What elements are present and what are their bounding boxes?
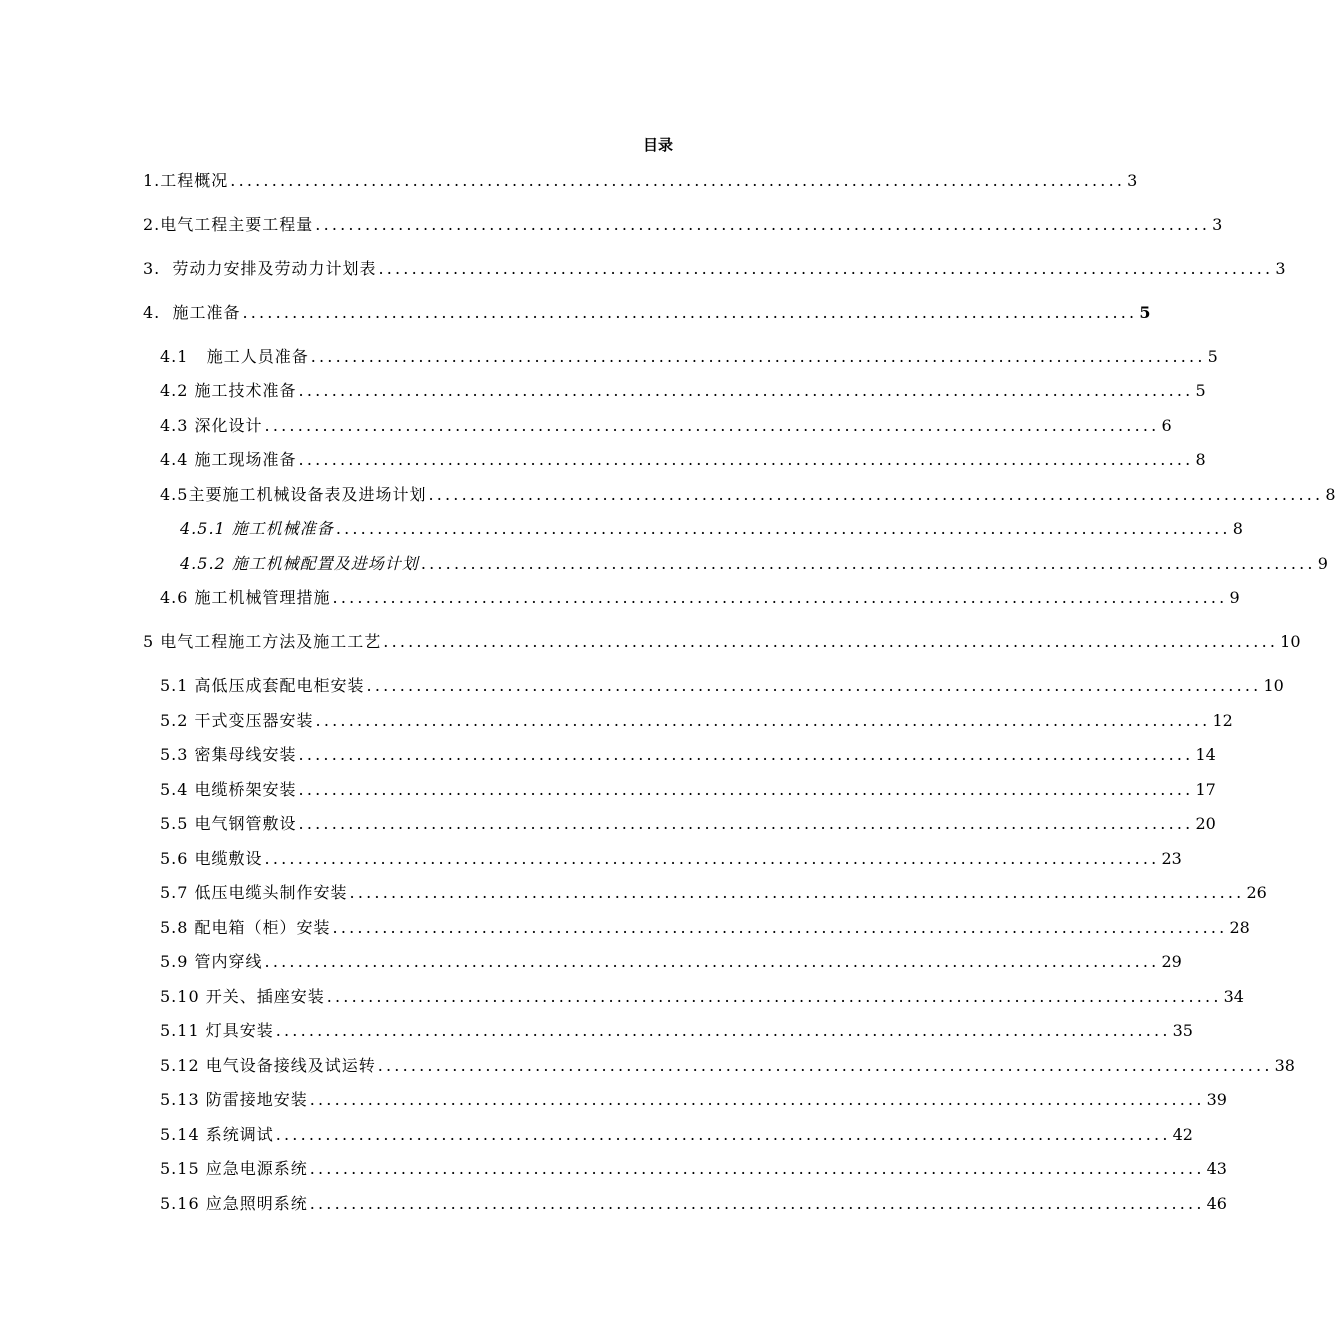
toc-entry-page: 38 [1274,1056,1295,1075]
toc-entry-label: 4.4 施工现场准备 [160,450,297,469]
toc-entry[interactable] [160,415,1172,437]
toc-entry-label: 4.2 施工技术准备 [160,381,297,400]
toc-entry-label: 5.14 系统调试 [160,1125,274,1144]
toc-entry-page: 3 [1127,171,1138,190]
toc-entry[interactable] [160,484,1336,506]
toc-entry-page: 3 [1275,259,1286,278]
toc-leader: ............................................................................................................ [242,303,1138,322]
toc-entry-page: 8 [1325,485,1336,504]
toc-entry[interactable] [160,449,1206,471]
toc-entry-label: 5.11 灯具安装 [160,1021,274,1040]
toc-leader: ............................................................................................................ [310,347,1206,366]
toc-leader: ............................................................................................................ [264,952,1160,971]
toc-entry-label: 5.12 电气设备接线及试运转 [160,1056,376,1075]
toc-leader: ............................................................................................................ [309,1159,1205,1178]
toc-entry-page: 12 [1212,711,1233,730]
toc-entry[interactable] [160,1158,1227,1180]
toc-leader: ............................................................................................................ [264,416,1160,435]
toc-entry[interactable] [160,1193,1227,1215]
toc-entry[interactable] [160,951,1182,973]
toc-entry-page: 28 [1229,918,1250,937]
toc-entry-page: 26 [1246,883,1267,902]
toc-leader: ............................................................................................................ [298,381,1194,400]
toc-entry-page: 17 [1195,780,1216,799]
toc-leader: ............................................................................................................ [275,1125,1171,1144]
toc-entry-label: 5.1 高低压成套配电柜安装 [160,676,365,695]
toc-leader: ............................................................................................................ [275,1021,1171,1040]
toc-entry-label: 2.电气工程主要工程量 [143,215,314,234]
toc-entry-label: 5.16 应急照明系统 [160,1194,308,1213]
toc-entry[interactable] [160,813,1216,835]
toc-entry-page: 35 [1172,1021,1193,1040]
toc-entry[interactable] [160,1089,1227,1111]
toc-entry-label: 4.6 施工机械管理措施 [160,588,331,607]
toc-entry-page: 42 [1172,1125,1193,1144]
toc-entry[interactable] [160,882,1267,904]
toc-leader: ............................................................................................................ [315,711,1211,730]
toc-entry-label: 1.工程概况 [143,171,229,190]
toc-entry-page: 14 [1195,745,1216,764]
toc-leader: ............................................................................................................ [383,632,1279,651]
toc-entry-label: 5.6 电缆敷设 [160,849,263,868]
toc-entry[interactable] [180,518,1243,540]
toc-leader: ............................................................................................................ [326,987,1222,1006]
toc-leader: ............................................................................................................ [377,1056,1273,1075]
toc-entry[interactable] [160,1020,1193,1042]
toc-entry[interactable] [143,214,1223,236]
toc-entry-label: 5.2 干式变压器安装 [160,711,314,730]
toc-entry-page: 20 [1195,814,1216,833]
toc-entry-label: 5.5 电气钢管敷设 [160,814,297,833]
toc-entry-label: 5.4 电缆桥架安装 [160,780,297,799]
toc-entry[interactable] [160,710,1233,732]
toc-entry-page: 9 [1317,554,1328,573]
toc-entry[interactable] [160,779,1216,801]
toc-entry-label: 5.3 密集母线安装 [160,745,297,764]
toc-entry-label: 5.7 低压电缆头制作安装 [160,883,348,902]
toc-entry-page: 34 [1223,987,1244,1006]
toc-entry-page: 5 [1139,303,1151,322]
toc-entry-page: 29 [1161,952,1182,971]
toc-leader: ............................................................................................................ [366,676,1262,695]
toc-entry-page: 6 [1161,416,1172,435]
toc-entry-page: 23 [1161,849,1182,868]
toc-leader: ............................................................................................................ [420,554,1316,573]
toc-entry[interactable] [160,587,1240,609]
toc-leader: ............................................................................................................ [230,171,1126,190]
toc-entry-label: 4.5.1 施工机械准备 [180,519,334,538]
toc-leader: ............................................................................................................ [378,259,1274,278]
toc-leader: ............................................................................................................ [264,849,1160,868]
toc-entry[interactable] [160,1055,1295,1077]
toc-entry-label: 5.13 防雷接地安装 [160,1090,308,1109]
toc-entry-label: 4.5主要施工机械设备表及进场计划 [160,485,427,504]
toc-entry-page: 5 [1195,381,1206,400]
toc-leader: ............................................................................................................ [298,745,1194,764]
toc-entry[interactable] [180,553,1328,575]
toc-entry-page: 5 [1207,347,1218,366]
toc-entry-page: 10 [1263,676,1284,695]
toc-entry-label: 5.9 管内穿线 [160,952,263,971]
toc-leader: ............................................................................................................ [332,588,1228,607]
toc-entry-page: 43 [1206,1159,1227,1178]
toc-entry-label: 4.3 深化设计 [160,416,263,435]
toc-entry[interactable] [160,986,1244,1008]
toc-entry-page: 3 [1212,215,1223,234]
toc-entry-label: 5 电气工程施工方法及施工工艺 [143,632,382,651]
toc-entry[interactable] [160,917,1250,939]
toc-entry[interactable] [143,302,1151,324]
toc-entry-label: 5.15 应急电源系统 [160,1159,308,1178]
toc-entry-label: 5.10 开关、插座安装 [160,987,325,1006]
toc-entry-label: 4. 施工准备 [143,303,241,322]
toc-entry[interactable] [160,380,1206,402]
toc-leader: ............................................................................................................ [298,450,1194,469]
toc-entry[interactable] [160,1124,1193,1146]
toc-entry[interactable] [160,346,1218,368]
toc-leader: ............................................................................................................ [298,780,1194,799]
toc-title: 目录 [642,136,673,154]
toc-entry-page: 10 [1280,632,1301,651]
toc-entry[interactable] [143,631,1301,653]
toc-entry-page: 8 [1195,450,1206,469]
toc-leader: ............................................................................................................ [309,1194,1205,1213]
toc-entry[interactable] [160,675,1284,697]
toc-leader: ............................................................................................................ [315,215,1211,234]
toc-entry-label: 3. 劳动力安排及劳动力计划表 [143,259,377,278]
toc-entry[interactable] [160,848,1182,870]
toc-leader: ............................................................................................................ [335,519,1231,538]
toc-entry-label: 4.5.2 施工机械配置及进场计划 [180,554,419,573]
toc-leader: ............................................................................................................ [298,814,1194,833]
toc-leader: ............................................................................................................ [428,485,1324,504]
toc-entry-page: 46 [1206,1194,1227,1213]
toc-leader: ............................................................................................................ [332,918,1228,937]
toc-entry-page: 8 [1232,519,1243,538]
toc-entry-label: 5.8 配电箱（柜）安装 [160,918,331,937]
toc-leader: ............................................................................................................ [349,883,1245,902]
toc-entry[interactable] [143,258,1286,280]
toc-entry-page: 9 [1229,588,1240,607]
toc-leader: ............................................................................................................ [309,1090,1205,1109]
toc-entry-label: 4.1 施工人员准备 [160,347,309,366]
toc-entry-page: 39 [1206,1090,1227,1109]
toc-entry[interactable] [160,744,1216,766]
toc-entry[interactable] [143,170,1138,192]
